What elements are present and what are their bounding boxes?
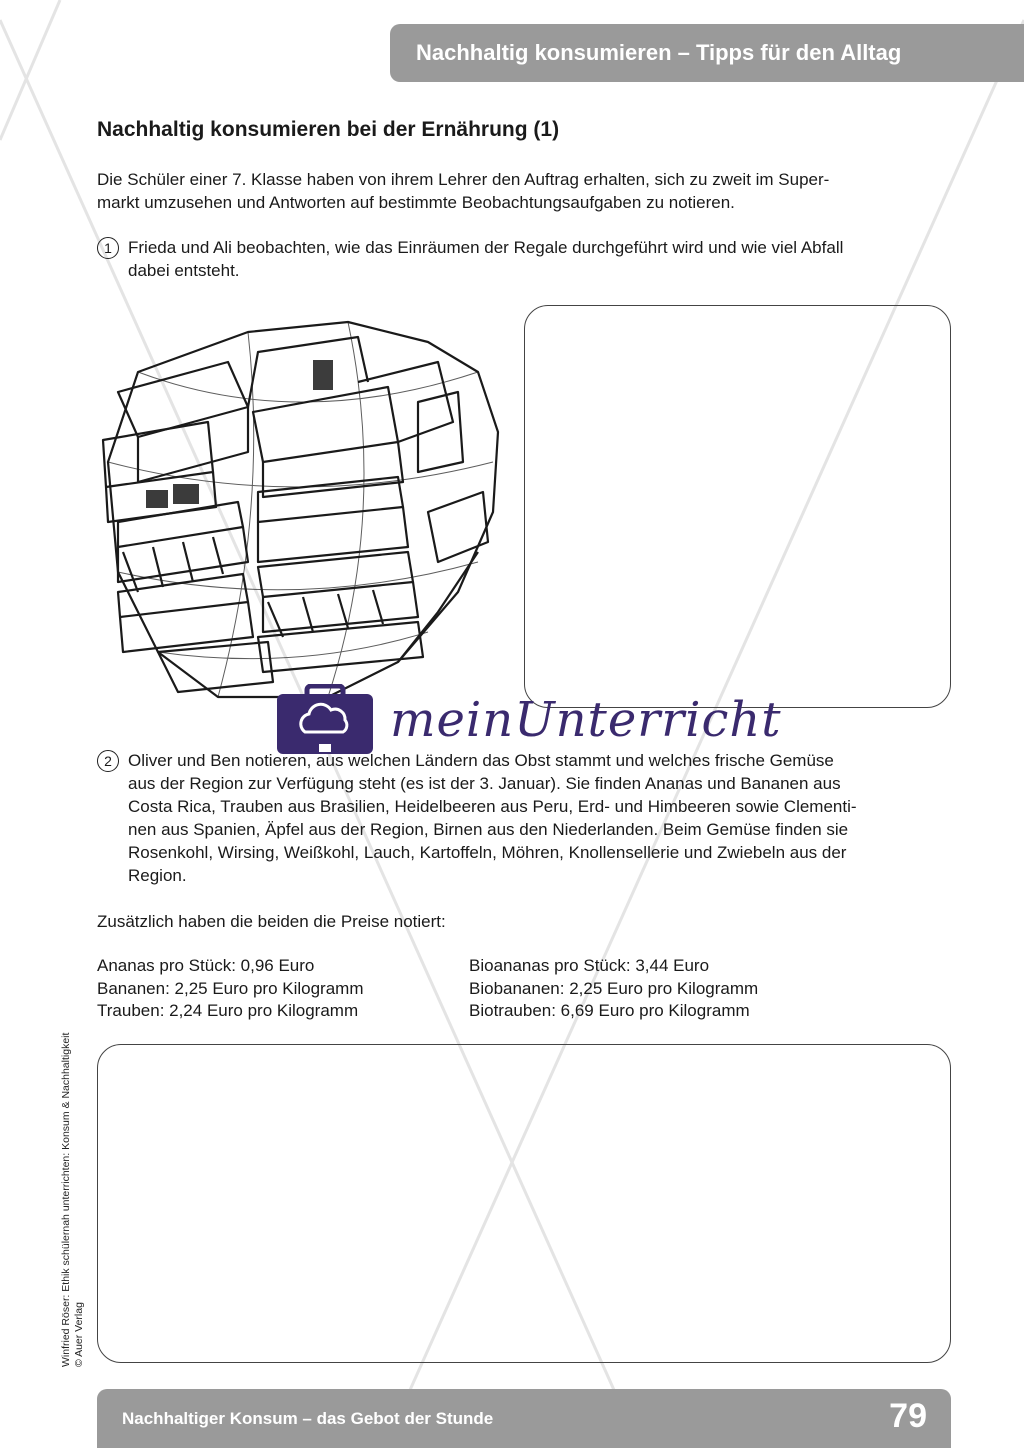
intro-line-2: markt umzusehen und Antworten auf bestimmte Beobachtungsaufgaben zu notieren. <box>97 193 735 212</box>
footer-title: Nachhaltiger Konsum – das Gebot der Stunde <box>122 1409 494 1428</box>
task-2-line: aus der Region zur Verfügung steht (es ist der 3. Januar). Sie finden Ananas und Bananen aus <box>128 774 841 793</box>
header-bar <box>390 24 1024 82</box>
task-1-line-2: dabei entsteht. <box>128 261 240 280</box>
page-title: Nachhaltig konsumieren bei der Ernährung (1) <box>97 118 560 141</box>
sidebar-author: Winfried Röser: Ethik schülernah unterrichten: Konsum & Nachhaltigkeit <box>60 1032 72 1367</box>
task-1-text <box>128 236 947 282</box>
prices-organic <box>469 955 758 1023</box>
task-2-line: nen aus Spanien, Äpfel aus der Region, Birnen aus den Niederlanden. Beim Gemüse finden sie <box>128 820 849 839</box>
task-1-number: 1 <box>97 237 119 259</box>
price-item: Biobananen: 2,25 Euro pro Kilogramm <box>469 978 759 998</box>
task-2-number: 2 <box>97 750 119 772</box>
sidebar-publisher: © Auer Verlag <box>73 1302 85 1367</box>
price-item: Ananas pro Stück: 0,96 Euro <box>97 956 315 975</box>
prices-intro: Zusätzlich haben die beiden die Preise notiert: <box>97 912 446 931</box>
price-item: Trauben: 2,24 Euro pro Kilogramm <box>97 1001 359 1020</box>
pallet-illustration <box>98 312 503 704</box>
footer-bar <box>97 1389 951 1448</box>
prices-conventional <box>97 955 364 1023</box>
task-2-line: Region. <box>128 866 187 885</box>
copyright-sidebar <box>60 957 86 1367</box>
brand-wordmark: meinUnterricht <box>390 692 782 748</box>
answer-box-1[interactable] <box>524 305 951 708</box>
price-item: Bananen: 2,25 Euro pro Kilogramm <box>97 978 364 998</box>
task-2-line: Oliver und Ben notieren, aus welchen Ländern das Obst stammt und welches frische Gemüse <box>128 751 834 770</box>
task-2-line: Costa Rica, Trauben aus Brasilien, Heidelbeeren aus Peru, Erd- und Himbeeren sowie Clementi- <box>128 797 857 816</box>
price-item: Biotrauben: 6,69 Euro pro Kilogramm <box>469 1001 750 1020</box>
page-number: 79 <box>889 1397 927 1435</box>
task-2-text <box>128 749 947 887</box>
intro-line-1: Die Schüler einer 7. Klasse haben von ihrem Lehrer den Auftrag erhalten, sich zu zweit im Super- <box>97 170 830 189</box>
header-title: Nachhaltig konsumieren – Tipps für den Alltag <box>416 40 902 65</box>
task-1-line-1: Frieda und Ali beobachten, wie das Einräumen der Regale durchgeführt wird und wie viel Abfall <box>128 238 844 257</box>
answer-box-2[interactable] <box>97 1044 951 1363</box>
price-item: Bioananas pro Stück: 3,44 Euro <box>469 956 710 975</box>
task-2-line: Rosenkohl, Wirsing, Weißkohl, Lauch, Kartoffeln, Möhren, Knollensellerie und Zwiebeln aus der <box>128 843 847 862</box>
intro-paragraph <box>97 168 927 214</box>
task-2 <box>97 749 947 887</box>
task-1 <box>97 236 947 282</box>
